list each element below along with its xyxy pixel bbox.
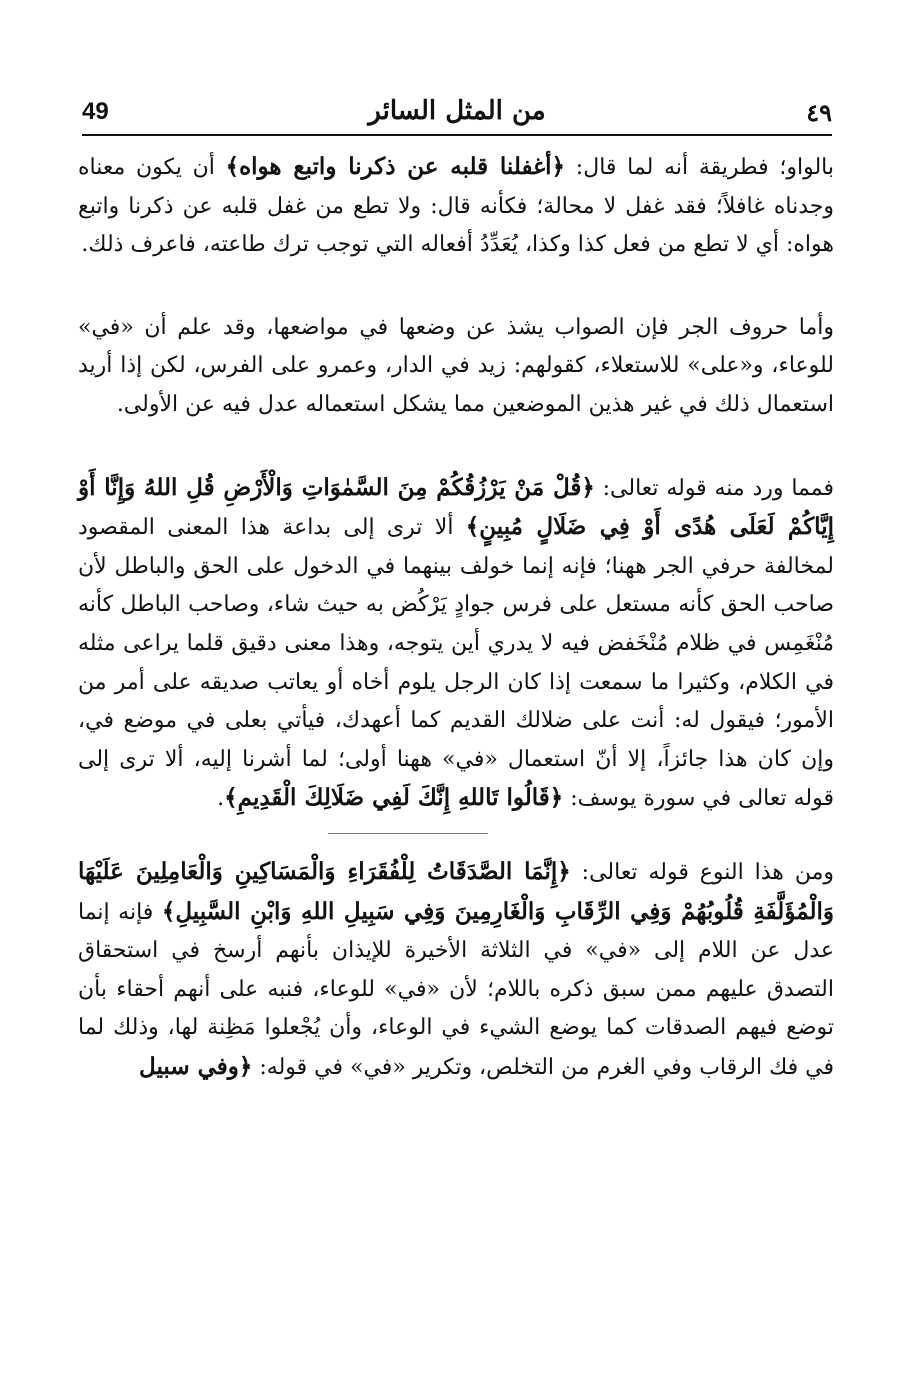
quran-quote: ﴿وفي سبيل <box>139 1052 253 1080</box>
text-run: وأما حروف الجر فإن الصواب يشذ عن وضعها في مواضعها، وقد علم أن «في» للوعاء، و«على» للاستعلاء، كقولهم: زيد في الدار، وعمرو على الفرس، لكن إذا أريد استعمال ذلك في غير هذين الموضعين مما يشكل استعماله عدل فيه عن الأولى. <box>78 314 834 417</box>
paragraph <box>78 469 834 819</box>
text-run: أن يكون معناه وجدناه غافلاً؛ فقد غفل لا محالة؛ فكأنه قال: ولا تطع من غفل قلبه عن ذكرنا واتبع هواه: أي لا تطع من فعل كذا وكذا، يُعَدِّدُ أفعاله التي توجب ترك طاعته، فاعرف ذلك. <box>78 155 834 258</box>
paragraph <box>78 148 834 265</box>
page-number-arabic: ٤٩ <box>806 98 832 127</box>
page-header <box>82 88 832 132</box>
text-run: فمما ورد منه قوله تعالى: <box>594 475 834 501</box>
paragraph <box>78 309 834 425</box>
text-run: . <box>217 786 225 812</box>
page-number-latin: 49 <box>82 98 109 125</box>
paragraph-gap <box>78 265 834 309</box>
separator-line <box>328 833 488 834</box>
page-body <box>78 148 834 1087</box>
text-run: ومن هذا النوع قوله تعالى: <box>570 859 834 885</box>
paragraph-gap <box>78 425 834 469</box>
quran-quote: ﴿أغفلنا قلبه عن ذكرنا واتبع هواه﴾ <box>225 153 566 180</box>
running-title: من المثل السائر <box>368 96 546 126</box>
text-run: فإنه إنما عدل عن اللام إلى «في» في الثلاثة الأخيرة للإيذان بأنهم أرسخ في استحقاق التصدق عليهم ممن سبق ذكره باللام؛ لأن «في» للوعاء، فنبه على أنهم أحقاء بأن توضع فيهم الصدقات كما يوضع الشيء في الوعاء، وأن يُجْعلوا مَظِنة لها، وذلك لما في فك الرقاب وفي الغرم من التخلص، وتكرير «في» في قوله: <box>78 899 834 1080</box>
quran-quote: ﴿قَالُوا تَاللهِ إِنَّكَ لَفِي ضَلَالِكَ الْقَدِيمِ﴾ <box>224 784 564 812</box>
header-rule <box>82 134 832 136</box>
paragraph <box>78 853 834 1088</box>
quran-quote: ﴿قُلْ مَنْ يَرْزُقُكُمْ مِنَ السَّمٰوَاتِ وَالْأَرْضِ قُلِ اللهُ وَإِنَّا أَوْ إِيَّاكُمْ لَعَلَى هُدًى أَوْ فِي ضَلَالٍ مُبِينٍ﴾ <box>78 473 834 541</box>
quran-quote: ﴿إِنَّمَا الصَّدَقَاتُ لِلْفُقَرَاءِ وَالْمَسَاكِينِ وَالْعَامِلِينَ عَلَيْهَا وَالْمُؤَلَّفَةِ قُلُوبُهُمْ وَفِي الرِّقَابِ وَالْغَارِمِينَ وَفِي سَبِيلِ اللهِ وَابْنِ السَّبِيلِ﴾ <box>78 857 834 925</box>
text-run: ألا ترى إلى بداعة هذا المعنى المقصود لمخالفة حرفي الجر ههنا؛ فإنه إنما خولف بينهما في الدخول على الحق والباطل لأن صاحب الحق كأنه مستعل على فرس جوادٍ يَرْكُض به حيث شاء، وصاحب الباطل كأنه مُنْغَمِس في ظلام مُنْخَفض فيه لا يدري أين يتوجه، وهذا معنى دقيق قلما يراعى مثله في الكلام، وكثيرا ما سمعت إذا كان الرجل يلوم أخاه أو يعاتب صديقه على أمر من الأمور؛ فيقول له: أنت على ضلالك القديم كما أعهدك، فيأتي بعلى في موضع في، وإن كان هذا جائزاً، إلا أنّ استعمال «في» ههنا أولى؛ لما أشرنا إليه، ألا ترى إلى قوله تعالى في سورة يوسف: <box>78 515 834 812</box>
text-run: بالواو؛ فطريقة أنه لما قال: <box>565 155 834 180</box>
section-separator <box>78 819 834 853</box>
